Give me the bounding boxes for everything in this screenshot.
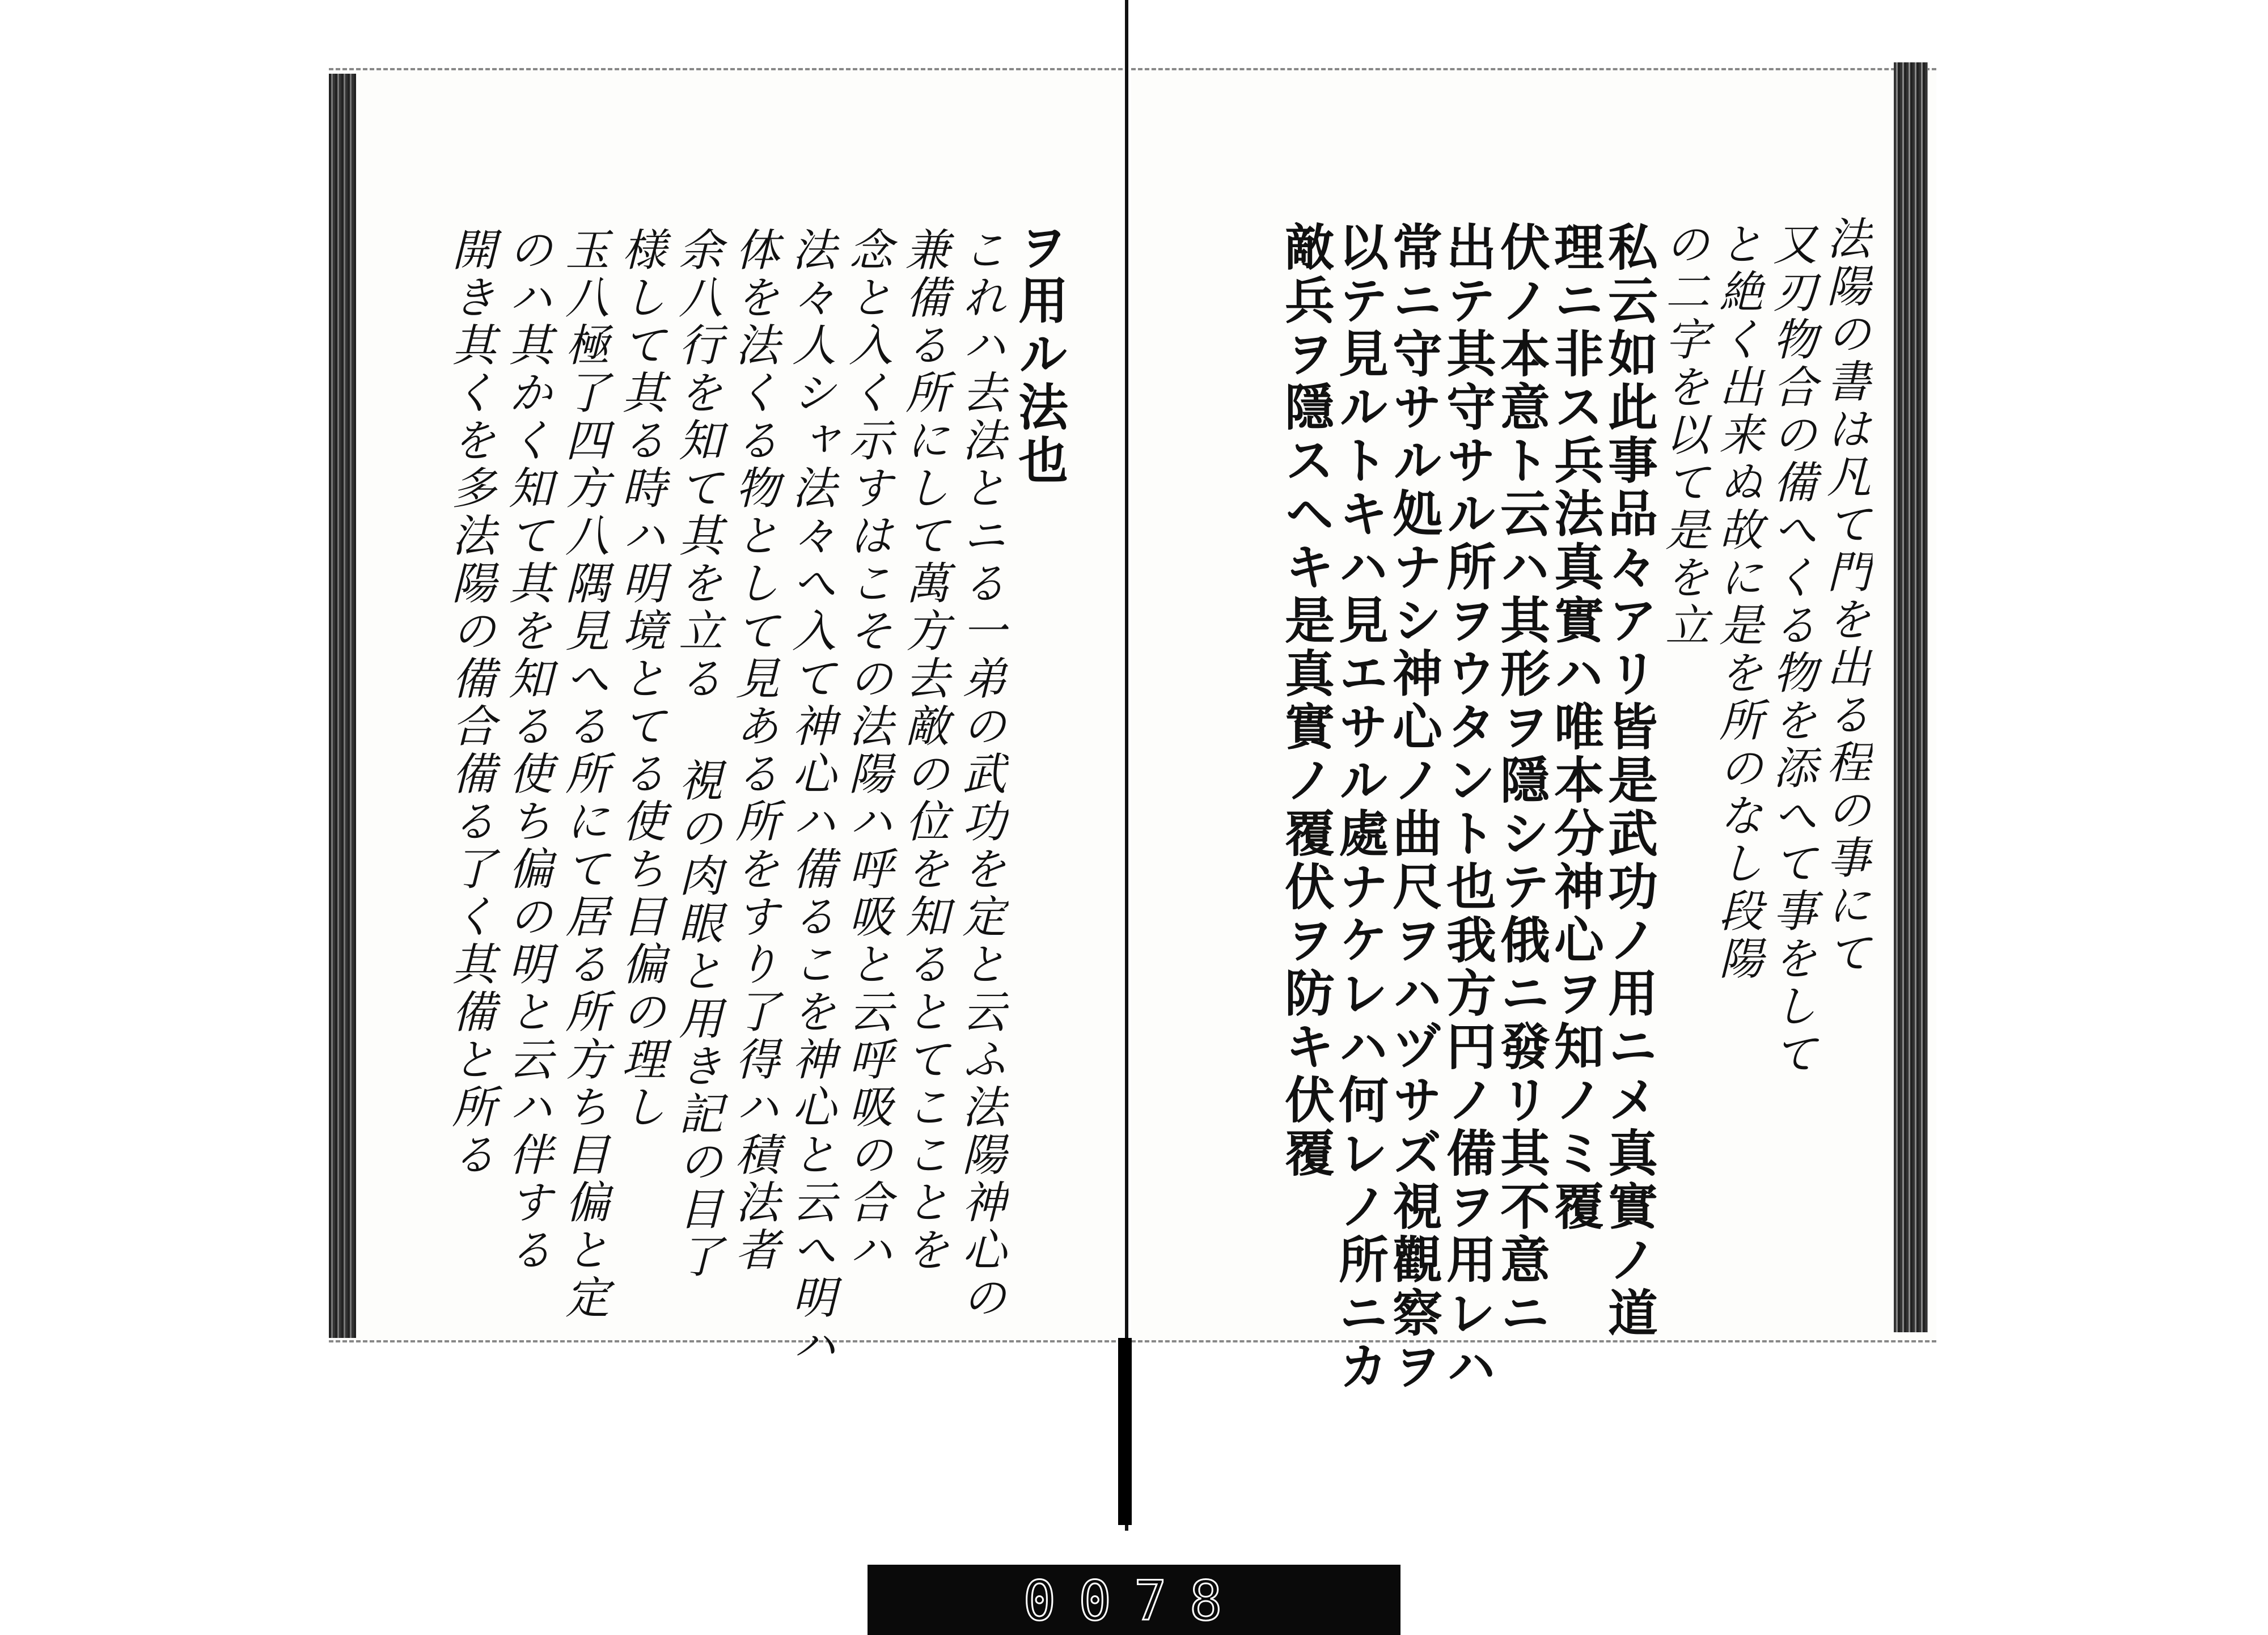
left-column-2: これハ去法とニる一弟の武功を定と云ふ法陽神心の <box>955 227 1006 1322</box>
left-column-1: ヲ用ル法也 <box>1010 221 1069 488</box>
frame-number: 0078 <box>1023 1569 1245 1633</box>
right-column-10: 以テ見ルトキハ見エサル處ナケレハ何レノ所ニカ <box>1331 221 1390 1393</box>
right-column-3: と絶く出来ぬ故に是を所のなし段陽 <box>1712 221 1763 983</box>
right-column-8: 出テ其守サル所ヲウタント也我方円ノ備ヲ用レハ <box>1438 221 1497 1393</box>
gutter-binding <box>1118 1338 1132 1525</box>
left-column-8: 様して其る時ハ明境とてる使ち目偏の理し <box>615 227 666 1132</box>
frame-number-stamp <box>868 1565 1400 1635</box>
right-page-edge <box>1894 62 1928 1332</box>
left-column-10: のハ其かく知て其を知る使ち偏の明と云ハ伴する <box>501 227 552 1274</box>
right-column-9: 常ニ守サル処ナシ神心ノ曲尺ヲハヅサズ視觀察ヲ <box>1385 221 1444 1393</box>
left-column-5: 法々人シャ法々へ入て神心ハ備るこを神心と云へ明ハ <box>785 227 836 1370</box>
right-column-11: 敵兵ヲ隱スヘキ是真實ノ覆伏ヲ防キ伏覆 <box>1277 221 1336 1180</box>
left-column-3: 兼備る所にして萬方去敵の位を知るとてこことを <box>898 227 949 1274</box>
right-column-2: 又刃物合の備へくる物を添へて事をして <box>1766 221 1817 1078</box>
left-column-9: 玉八極了四方八隅見へる所にて居る所方ち目偏と定 <box>558 227 609 1322</box>
right-column-7: 伏ノ本意ト云ハ其形ヲ隱シテ俄ニ發リ其不意ニ <box>1492 221 1551 1340</box>
left-column-6: 体を法くる物として見ある所をすり了得ハ積法者 <box>728 227 779 1274</box>
book-gutter <box>1125 0 1128 1531</box>
left-page-edge <box>329 74 356 1338</box>
left-column-7: 余八行を知て其を立る 視の肉眼と用き記の目了 <box>671 227 722 1281</box>
right-column-5: 私云如此事品々アリ皆是武功ノ用ニメ真實ノ道 <box>1600 221 1659 1340</box>
left-column-11: 開き其くを多法陽の備合備る了く其備と所る <box>445 227 496 1179</box>
right-column-6: 理ニ非ス兵法真實ハ唯本分神心ヲ知ノミ覆 <box>1546 221 1605 1234</box>
right-column-1: 法陽の書は凡て門を出る程の事にて <box>1820 215 1871 977</box>
right-column-4: の二字を以て是を立 <box>1658 221 1709 650</box>
left-column-4: 念と入く示すはこその法陽ハ呼吸と云呼吸の合ハ <box>841 227 892 1274</box>
